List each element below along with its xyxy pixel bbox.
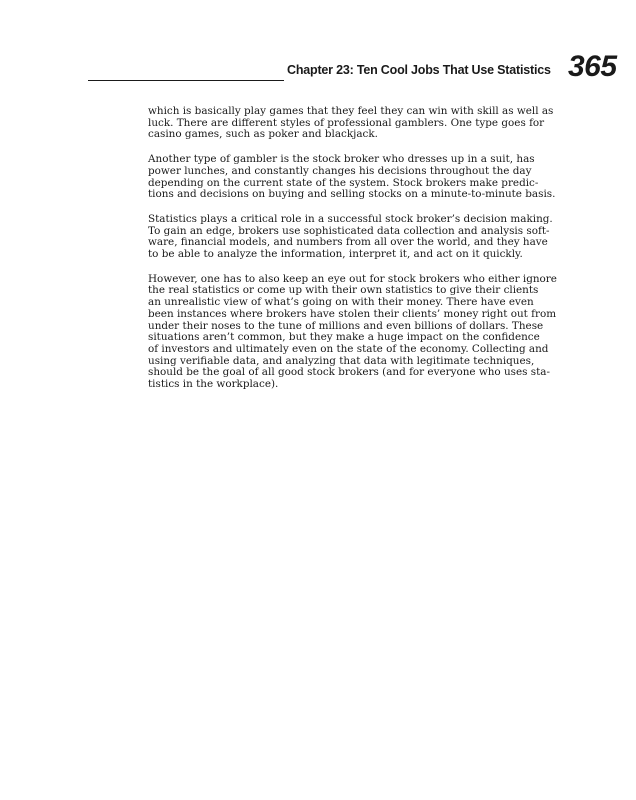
text-line: ware, financial models, and numbers from all over the world, and they have — [148, 236, 548, 249]
text-line: situations aren’t common, but they make a huge impact on the confidence — [148, 331, 540, 344]
text-line: which is basically play games that they feel they can win with skill as well as — [148, 105, 554, 117]
text-line: Another type of gambler is the stock broker who dresses up in a suit, has — [148, 153, 535, 166]
text-line: should be the goal of all good stock brokers (and for everyone who uses sta- — [148, 366, 551, 379]
paragraph — [148, 214, 558, 261]
text-line: power lunches, and constantly changes his decisions throughout the day — [148, 164, 532, 177]
text-line: casino games, such as poker and blackjack. — [148, 128, 378, 141]
page-number: 365 — [568, 50, 617, 83]
text-line: to be able to analyze the information, interpret it, and act on it quickly. — [148, 248, 523, 261]
text-line: the real statistics or come up with their own statistics to give their clients — [148, 284, 539, 297]
text-line: luck. There are different styles of professional gamblers. One type goes for — [148, 116, 545, 129]
text-line: using verifiable data, and analyzing that data with legitimate techniques, — [148, 354, 535, 367]
chapter-title: Chapter 23: Ten Cool Jobs That Use Statistics — [287, 63, 551, 77]
text-line: However, one has to also keep an eye out for stock brokers who either ignore — [148, 272, 557, 285]
text-line: To gain an edge, brokers use sophisticated data collection and analysis soft- — [148, 224, 550, 237]
text-line: an unrealistic view of what’s going on with their money. There have even — [148, 296, 534, 309]
text-line: tions and decisions on buying and selling stocks on a minute-to-minute basis. — [148, 188, 556, 201]
text-line: Statistics plays a critical role in a successful stock broker’s decision making. — [148, 212, 553, 225]
text-line: tistics in the workplace). — [148, 378, 279, 391]
text-line: been instances where brokers have stolen their clients’ money right out from — [148, 307, 557, 320]
paragraph — [148, 274, 558, 391]
text-line: under their noses to the tune of millions and even billions of dollars. These — [148, 319, 544, 332]
text-line: depending on the current state of the system. Stock brokers make predic- — [148, 176, 539, 189]
body-text — [148, 106, 558, 404]
header-rule — [88, 80, 284, 81]
paragraph — [148, 106, 558, 141]
paragraph — [148, 154, 558, 201]
text-line: of investors and ultimately even on the state of the economy. Collecting and — [148, 342, 549, 355]
